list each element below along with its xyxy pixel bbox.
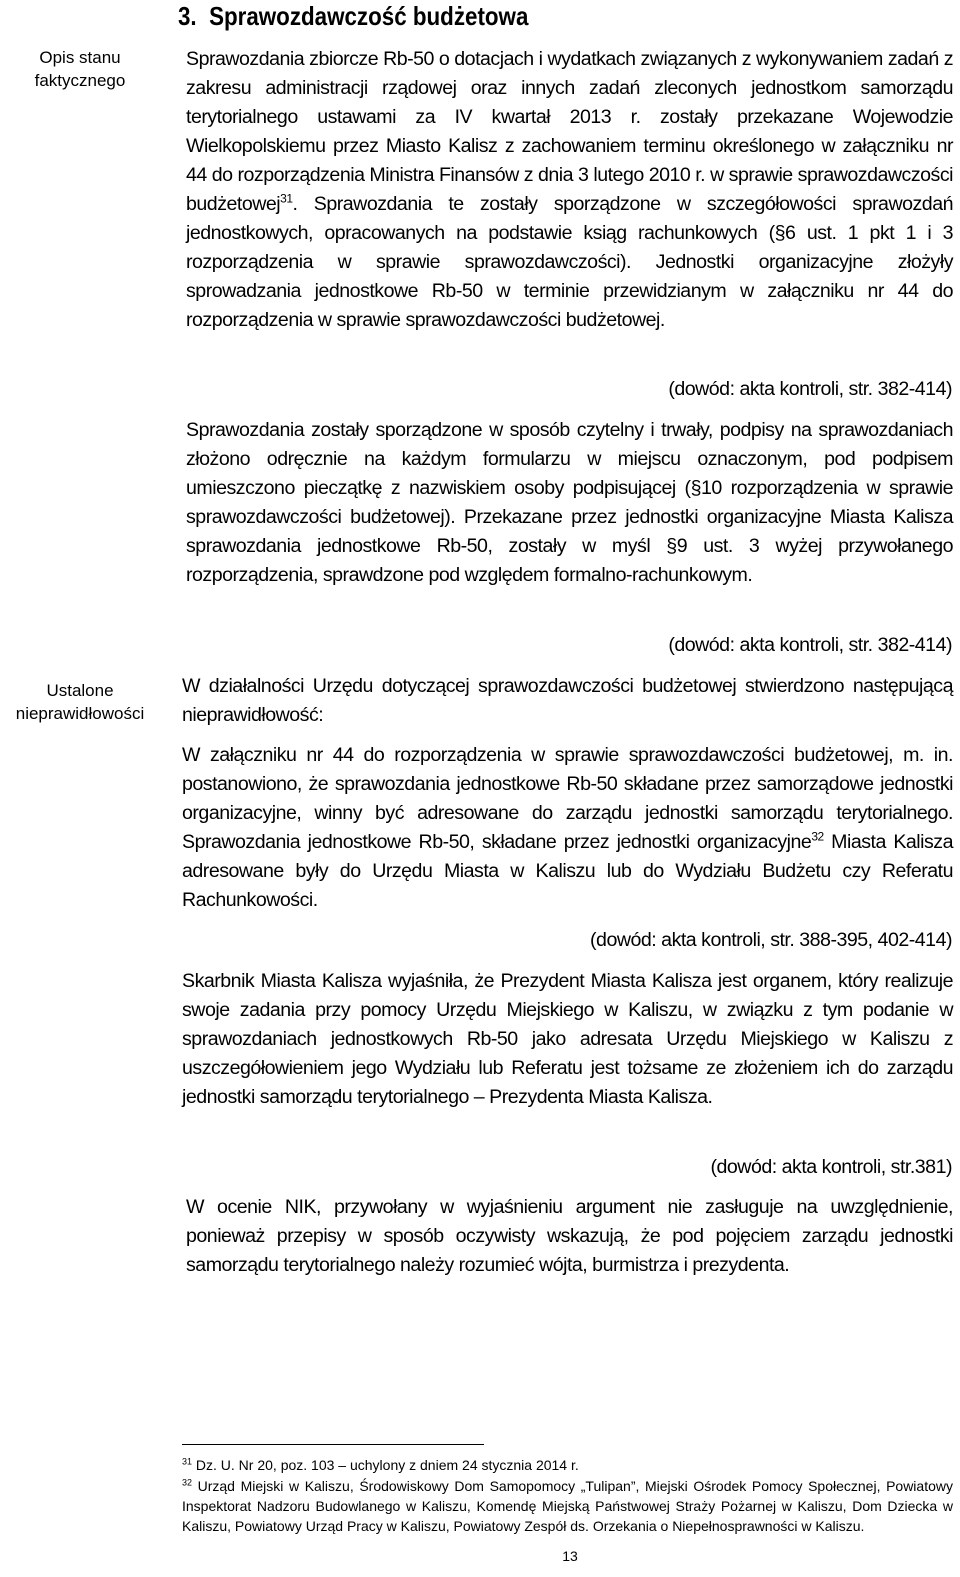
footnote-32: [182, 1476, 953, 1536]
paragraph-1-text-a: Sprawozdania zbiorcze Rb-50 o dotacjach i wydatkach związanych z wykonywaniem zadań z zakresu administracji rządowej oraz innych zadań zleconych jednostkom samorządu terytorialnego ustawami za IV kwartał 2013 r. zostały przekazane Wojewodzie Wielkopolskiemu przez Miasto Kalisz z zachowaniem terminu określonego w załączniku nr 44 do rozporządzenia Ministra Finansów z dnia 3 lutego 2010 r. w sprawie sprawozdawczości budżetowej: [186, 48, 953, 215]
paragraph-1: [186, 45, 953, 335]
footnote-31-text: Dz. U. Nr 20, poz. 103 – uchylony z dniem 24 stycznia 2014 r.: [192, 1457, 579, 1473]
page-number: 13: [562, 1548, 578, 1564]
footnote-separator: [182, 1444, 484, 1445]
paragraph-6: W ocenie NIK, przywołany w wyjaśnieniu argument nie zasługuje na uwzględnienie, ponieważ przepisy w sposób oczywisty wskazują, że pod pojęciem zarządu jednostki samorządu terytorialnego należy rozumieć wójta, burmistrza i prezydenta.: [186, 1196, 953, 1276]
paragraph-4-text-b: Miasta Kalisza adresowane były do Urzędu Miasta w Kaliszu lub do Wydziału Budżetu czy Referatu Rachunkowości.: [182, 831, 953, 911]
evidence-note-4: (dowód: akta kontroli, str.381): [710, 1156, 952, 1178]
footnote-32-text: Urząd Miejski w Kaliszu, Środowiskowy Dom Samopomocy „Tulipan”, Miejski Ośrodek Pomocy Społecznej, Powiatowy Inspektorat Nadzoru Budowlanego w Kaliszu, Komendę Miejską Państwowej Straży Pożarnej w Kaliszu, Dom Dziecka w Kaliszu, Powiatowy Urząd Pracy w Kaliszu, Powiatowy Zespół ds. Orzekania o Niepełnosprawności w Kaliszu.: [182, 1478, 953, 1534]
sidebar-label-irregularities: Ustalone nieprawidłowości: [15, 681, 145, 723]
paragraph-1-text-b: . Sprawozdania te zostały sporządzone w szczegółowości sprawozdań jednostkowych, opracowanych na podstawie ksiąg rachunkowych (§6 ust. 1 pkt 1 i 3 rozporządzenia w sprawie sprawozdawczości). Jednostki organizacyjne złożyły sprowadzania jednostkowe Rb-50 w terminie przewidzianym w załączniku nr 44 do rozporządzenia w sprawie sprawozdawczości budżetowej.: [186, 193, 953, 331]
sidebar-label-facts: Opis stanu faktycznego: [34, 48, 126, 90]
paragraph-2: Sprawozdania zostały sporządzone w sposób czytelny i trwały, podpisy na sprawozdaniach złożono odręcznie na każdym formularzu w miejscu oznaczonym, pod podpisem umieszczono pieczątkę z nazwiskiem osoby podpisującej (§10 rozporządzenia w sprawie sprawozdawczości budżetowej). Przekazane przez jednostki organizacyjne Miasta Kalisza sprawozdania jednostkowe Rb-50, zostały w myśl §9 ust. 3 wyżej przywołanego rozporządzenia, sprawdzone pod względem formalno-rachunkowym.: [186, 419, 953, 586]
footnote-ref-32: 32: [811, 829, 824, 844]
footnote-31: [182, 1455, 953, 1475]
evidence-note-2: (dowód: akta kontroli, str. 382-414): [668, 634, 952, 656]
footnote-31-number: 31: [182, 1456, 193, 1467]
paragraph-4: [182, 741, 953, 915]
paragraph-5: Skarbnik Miasta Kalisza wyjaśniła, że Prezydent Miasta Kalisza jest organem, który realizuje swoje zadania przy pomocy Urzędu Miejskiego w Kaliszu, w związku z tym podanie w sprawozdaniach jednostkowych Rb-50 jako adresata Urzędu Miejskiego w Kaliszu z uszczegółowieniem jego Wydziału lub Referatu jest tożsame ze złożeniem ich do zarządu jednostki samorządu terytorialnego – Prezydenta Miasta Kalisza.: [182, 970, 953, 1108]
footnote-ref-31: 31: [280, 191, 293, 206]
section-heading: 3. Sprawozdawczość budżetowa: [178, 1, 529, 31]
paragraph-3-finding: W działalności Urzędu dotyczącej sprawozdawczości budżetowej stwierdzono następującą nieprawidłowość:: [182, 675, 953, 726]
paragraph-4-text-a: W załączniku nr 44 do rozporządzenia w sprawie sprawozdawczości budżetowej, m. in. postanowiono, że sprawozdania jednostkowe Rb-50 składane przez samorządowe jednostki organizacyjne, winny być adresowane do zarządu jednostki samorządu terytorialnego. Sprawozdania jednostkowe Rb-50, składane przez jednostki organizacyjne: [182, 744, 953, 853]
footnote-32-number: 32: [182, 1477, 193, 1488]
evidence-note-3: (dowód: akta kontroli, str. 388-395, 402-414): [590, 929, 952, 951]
evidence-note-1: (dowód: akta kontroli, str. 382-414): [668, 378, 952, 400]
